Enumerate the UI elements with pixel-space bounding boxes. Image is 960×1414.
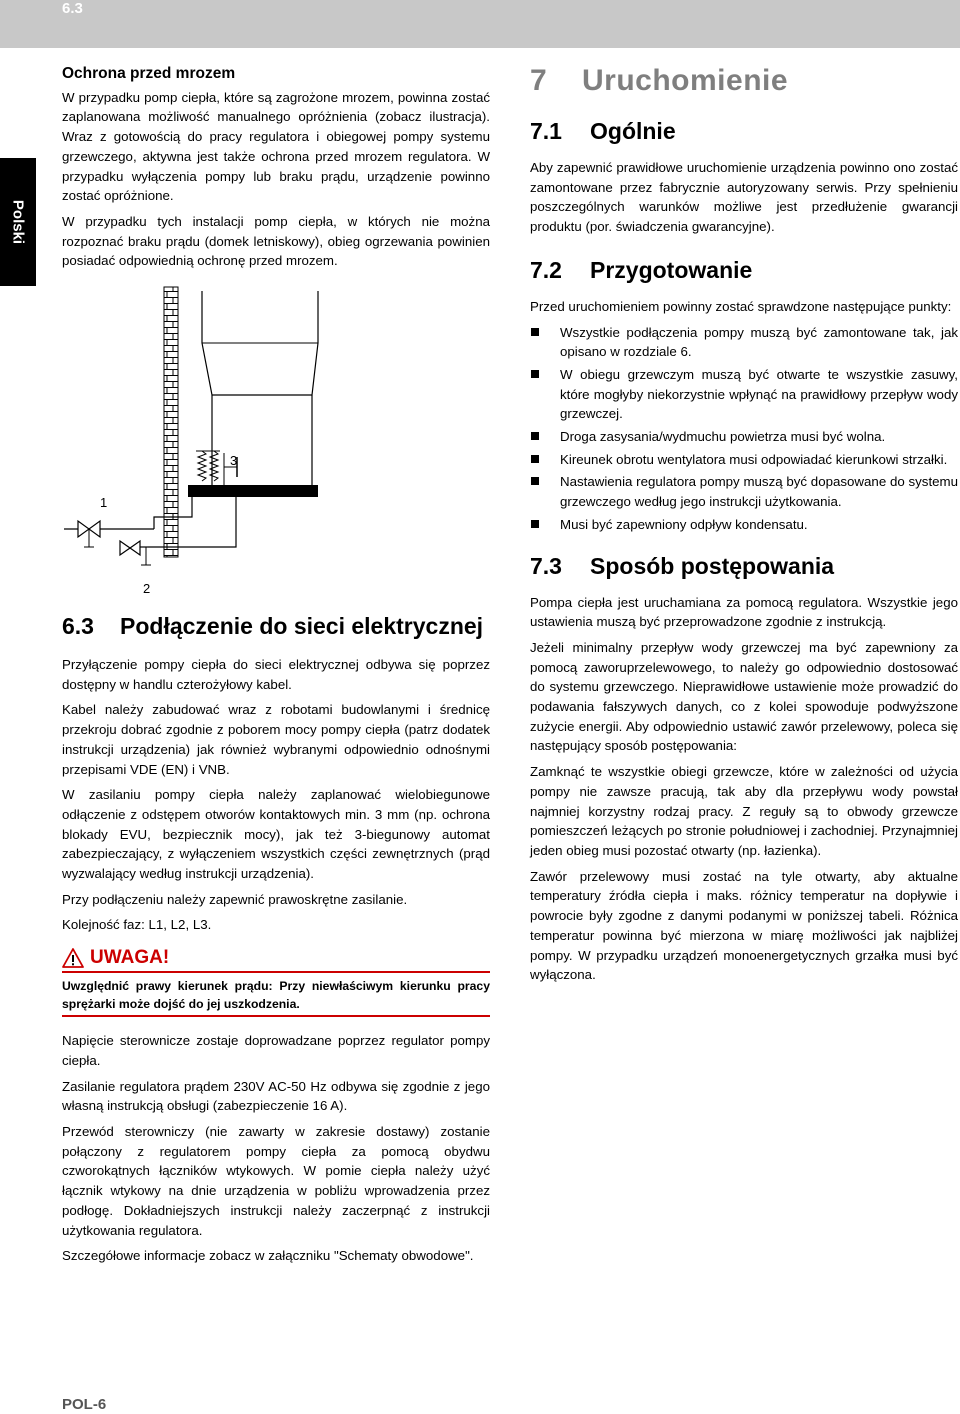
list-item-text: Kireunek obrotu wentylatora musi odpowiadać kierunkowi strzałki. (560, 451, 948, 467)
diagram-label-3: 3 (230, 453, 238, 469)
header-section-number: 6.3 (62, 0, 83, 17)
paragraph-6: Napięcie sterownicze zostaje doprowadzane poprzez regulator pompy ciepła. (62, 1033, 490, 1068)
section-heading-7-2 (530, 255, 958, 285)
section-7-2-title: Przygotowanie (590, 256, 753, 283)
left-column (62, 64, 490, 1272)
language-tab-label: Polski (9, 199, 27, 245)
section-7-1-title: Ogólnie (590, 118, 676, 144)
list-item-text: Musi być zapewniony odpływ kondensatu. (560, 516, 808, 532)
list-item (530, 365, 958, 424)
section-7-2-intro: Przed uruchomieniem powinny zostać sprawdzone następujące punkty: (530, 298, 952, 314)
list-item (530, 323, 958, 362)
chapter-title: Uruchomienie (582, 64, 789, 97)
section-7-2-number: 7.2 (530, 256, 562, 283)
spring-right (210, 451, 218, 481)
warning-divider-top (62, 971, 490, 973)
drainage-diagram (62, 285, 324, 603)
paragraph-9: Szczegółowe informacje zobacz w załączniku "Schematy obwodowe". (62, 1248, 474, 1264)
warning-triangle-icon (62, 948, 84, 968)
diagram-label-1: 1 (100, 495, 108, 511)
bullet-square-icon (531, 455, 539, 463)
section-7-1-paragraph: Aby zapewnić prawidłowe uruchomienie urządzenia powinno ono zostać zamontowane przez fabrycznie autoryzowany serwis. Przy spełnieniu poszczególnych warunków możliwe jest przedłużenie gwarancji produktu (por. świadczenia gwarancyjne). (530, 160, 958, 235)
base-plate (188, 485, 318, 497)
bullet-square-icon (531, 370, 539, 378)
page-header (0, 0, 960, 48)
list-item-text: Droga zasysania/wydmuchu powietrza musi być wolna. (560, 429, 886, 445)
warning-title: UWAGA! (90, 947, 170, 969)
right-column (530, 64, 958, 991)
warning-text: Uwzględnić prawy kierunek prądu: Przy niewłaściwym kierunku pracy sprężarki może dojść do jej uszkodzenia. (62, 979, 490, 1012)
paragraph-2: Kabel należy zabudować wraz z robotami budowlanymi i średnicę przekroju dobrać zgodnie z poborem mocy pompy ciepła (patrz dodatek instrukcji urządzenia) jak również wybranymi odpowiednio odnośnymi przepisami VDE (EN) i VNB. (62, 702, 490, 777)
language-tab (0, 158, 36, 286)
list-item-text: Wszystkie podłączenia pompy muszą być zamontowane tak, jak opisano w rozdziale 6. (560, 324, 958, 360)
section-title: Podłączenie do sieci elektrycznej (120, 613, 484, 640)
section-heading-7-1 (530, 116, 958, 146)
spring-left (198, 451, 206, 481)
section-7-1-number: 7.1 (530, 118, 562, 144)
section-heading-7-3 (530, 551, 958, 581)
bullet-square-icon (531, 520, 539, 528)
section-number: 6.3 (62, 613, 94, 640)
valve-2 (120, 541, 140, 555)
list-item (530, 427, 958, 447)
list-item-text: Nastawienia regulatora pompy muszą być dopasowane do systemu grzewczego według jego instrukcji użytkowania. (560, 474, 958, 510)
section-7-3-paragraph-1: Pompa ciepła jest uruchamiana za pomocą regulatora. Wszystkie jego ustawienia muszą być przeprowadzone zgodnie z instrukcją. (530, 594, 958, 630)
section-heading-6-3 (62, 611, 490, 641)
paragraph-5: Kolejność faz: L1, L2, L3. (62, 917, 212, 933)
list-item (530, 515, 958, 535)
section-7-3-paragraph-2: Jeżeli minimalny przepływ wody grzewczej ma być zapewniony za pomocą zaworuprzelewowego, to należy go odpowiednio dostosować do systemu grzewczego. Nieprawidłowe ustawienie może prowadzić do podawania fałszywych danych, co z kolei spowoduje podwyższone zużycie energii. Aby odpowiednio ustawić zawór przelewowy, poleca się następujący sposób postępowania: (530, 639, 958, 754)
section-7-3-paragraph-4: Zawór przelewowy musi zostać na tyle otwarty, aby aktualne temperatury źródła ciepła i maks. różnicy temperatur na dopływie i powrocie były zgodne z danymi podanymi w poniższej tabeli. Różnica temperatur powinna być mierzona w miarę możliwości jak najbliżej pompy. W przypadku urządzeń monoenergetycznych grzałka musi być wyłączona. (530, 868, 958, 983)
checklist (530, 323, 958, 535)
diagram-label-2: 2 (143, 581, 151, 597)
warning-box (62, 947, 490, 1017)
frost-heading: Ochrona przed mrozem (62, 65, 236, 82)
paragraph-7: Zasilanie regulatora prądem 230V AC-50 Hz odbywa się zgodnie z jego własną instrukcją obsługi (zabezpieczenie 16 A). (62, 1078, 490, 1114)
warning-divider-bottom (62, 1015, 490, 1017)
bullet-square-icon (531, 328, 539, 336)
paragraph-3: W zasilaniu pompy ciepła należy zaplanować wielobiegunowe odłączenie z odstępem otworów kontaktowych min. 3 mm (np. ochrona blokady EVU, bezpiecznik mocy), jak też 3-biegunowy automat zabezpieczający, z wyłączeniem wszystkich części zewnętrznych (prąd wyzwalający według instrukcji urządzenia). (62, 787, 490, 882)
list-item (530, 472, 958, 511)
chapter-number: 7 (530, 64, 548, 97)
page-number: POL-6 (62, 1396, 107, 1413)
list-item-text: W obiegu grzewczym muszą być otwarte te wszystkie zasuwy, które mogłyby niekorzystnie wpłynąć na prawidłowy przepływ wody grzewczej. (560, 366, 958, 422)
bullet-square-icon (531, 477, 539, 485)
list-item (530, 450, 958, 470)
warning-header (62, 947, 490, 969)
paragraph-4: Przy podłączeniu należy zapewnić prawoskrętne zasilanie. (62, 891, 408, 907)
bullet-square-icon (531, 432, 539, 440)
frost-paragraph-1: W przypadku pomp ciepła, które są zagrożone mrozem, powinna zostać zaplanowana możliwość manualnego opróżnienia (zobacz ilustracja). Wraz z gotowością do pracy regulatora i obiegowej pompy systemu grzewczego, aktywna jest także ochrona przed mrozem regulatora. W przypadku wyłączenia pompy lub braku prądu, urządzenie powinno zostać opróżnione. (62, 89, 490, 204)
paragraph-1: Przyłączenie pompy ciepła do sieci elektrycznej odbywa się poprzez dostępny w handlu czterożyłowy kabel. (62, 657, 490, 692)
section-7-3-number: 7.3 (530, 552, 562, 579)
section-7-3-paragraph-3: Zamknąć te wszystkie obiegi grzewcze, które w zależności od użycia pompy nie zawsze pracują, tak aby dla przepływu wody powstał najmniej korzystny rodzaj pracy. Z reguły są to obwody grzewcze pomieszczeń leżących po stronie południowej i zachodniej. Przynajmniej jeden obieg musi pozostać otwarty (np. łazienka). (530, 764, 958, 858)
chapter-heading (530, 64, 958, 98)
paragraph-8: Przewód sterowniczy (nie zawarty w zakresie dostawy) zostanie połączony z regulatorem pompy ciepła za pomocą obydwu czworokątnych łączników wtykowych. W pomie ciepła należy użyć łącznik wtykowy na dnie urządzenia w pobliżu wprowadzenia przez podłogę. Dokładniejszych instrukcji należy zaczerpnąć z instrukcji użytkowania regulatora. (62, 1123, 490, 1238)
section-7-3-title: Sposób postępowania (590, 552, 835, 579)
frost-paragraph-2: W przypadku tych instalacji pomp ciepła, w których nie można rozpoznać braku prądu (domek letniskowy), obieg ogrzewania powinien posiadać odpowiednią ochronę przed mrozem. (62, 213, 490, 269)
